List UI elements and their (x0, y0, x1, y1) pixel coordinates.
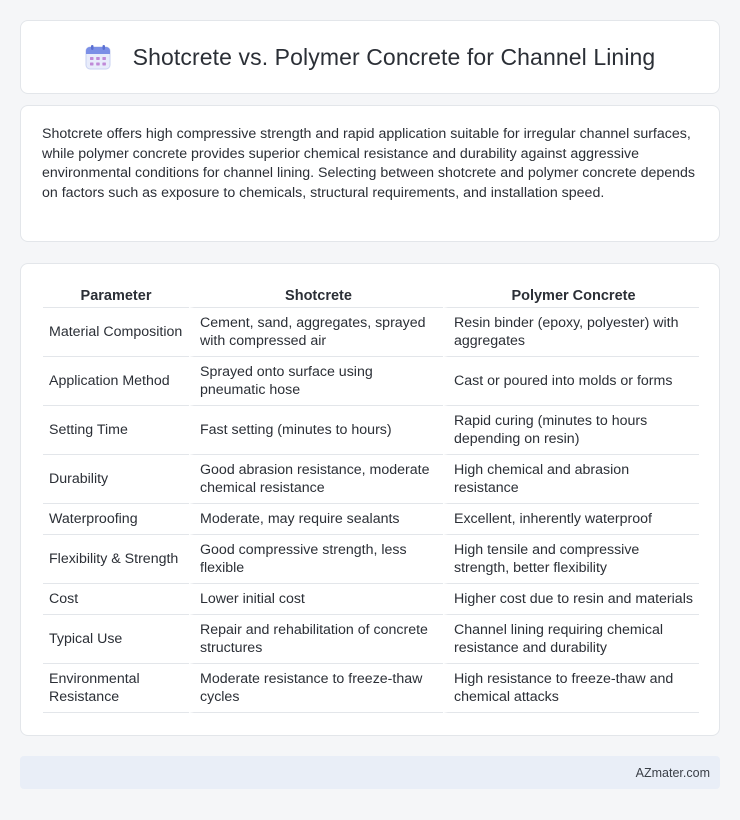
cell-shotcrete: Good abrasion resistance, moderate chemical resistance (189, 455, 443, 504)
page-title: Shotcrete vs. Polymer Concrete for Channel Lining (132, 43, 656, 70)
header-parameter: Parameter (43, 286, 189, 308)
footer-bar (20, 756, 720, 789)
cell-parameter: Durability (43, 455, 189, 504)
cell-shotcrete: Lower initial cost (189, 584, 443, 615)
header-polymer-concrete: Polymer Concrete (443, 286, 699, 308)
cell-parameter: Typical Use (43, 615, 189, 664)
cell-shotcrete: Sprayed onto surface using pneumatic hose (189, 357, 443, 406)
cell-parameter: Material Composition (43, 308, 189, 357)
cell-shotcrete: Moderate, may require sealants (189, 504, 443, 535)
intro-card (20, 105, 720, 242)
cell-parameter: Environmental Resistance (43, 664, 189, 713)
cell-polymer: High chemical and abrasion resistance (443, 455, 699, 504)
cell-polymer: Higher cost due to resin and materials (443, 584, 699, 615)
cell-polymer: High resistance to freeze-thaw and chemical attacks (443, 664, 699, 713)
cell-shotcrete: Cement, sand, aggregates, sprayed with compressed air (189, 308, 443, 357)
cell-polymer: Excellent, inherently waterproof (443, 504, 699, 535)
cell-parameter: Flexibility & Strength (43, 535, 189, 584)
title-row (85, 44, 656, 71)
header-shotcrete: Shotcrete (189, 286, 443, 308)
cell-parameter: Setting Time (43, 406, 189, 455)
table-row (43, 406, 699, 455)
cell-polymer: Resin binder (epoxy, polyester) with aggregates (443, 308, 699, 357)
cell-polymer: Rapid curing (minutes to hours depending on resin) (443, 406, 699, 455)
table-row (43, 584, 699, 615)
cell-polymer: Channel lining requiring chemical resistance and durability (443, 615, 699, 664)
comparison-card (20, 263, 720, 736)
table-row (43, 664, 699, 713)
cell-polymer: Cast or poured into molds or forms (443, 357, 699, 406)
table-row (43, 357, 699, 406)
table-row (43, 615, 699, 664)
table-row (43, 455, 699, 504)
cell-shotcrete: Good compressive strength, less flexible (189, 535, 443, 584)
comparison-table (43, 286, 699, 713)
cell-polymer: High tensile and compressive strength, better flexibility (443, 535, 699, 584)
table-row (43, 504, 699, 535)
intro-paragraph: Shotcrete offers high compressive strength and rapid application suitable for irregular channel surfaces, while polymer concrete provides superior chemical resistance and durability against aggressive environmental conditions for channel lining. Selecting between shotcrete and polymer concrete depends on factors such as exposure to chemicals, structural requirements, and installation speed. (42, 126, 696, 201)
cell-parameter: Application Method (43, 357, 189, 406)
cell-shotcrete: Fast setting (minutes to hours) (189, 406, 443, 455)
table-row (43, 535, 699, 584)
cell-parameter: Waterproofing (43, 504, 189, 535)
table-header-row (43, 286, 699, 308)
cell-shotcrete: Moderate resistance to freeze-thaw cycles (189, 664, 443, 713)
title-card (20, 20, 720, 94)
table-row (43, 308, 699, 357)
calendar-icon (85, 44, 111, 70)
footer-brand: AZmater.com (635, 765, 710, 780)
cell-parameter: Cost (43, 584, 189, 615)
cell-shotcrete: Repair and rehabilitation of concrete structures (189, 615, 443, 664)
